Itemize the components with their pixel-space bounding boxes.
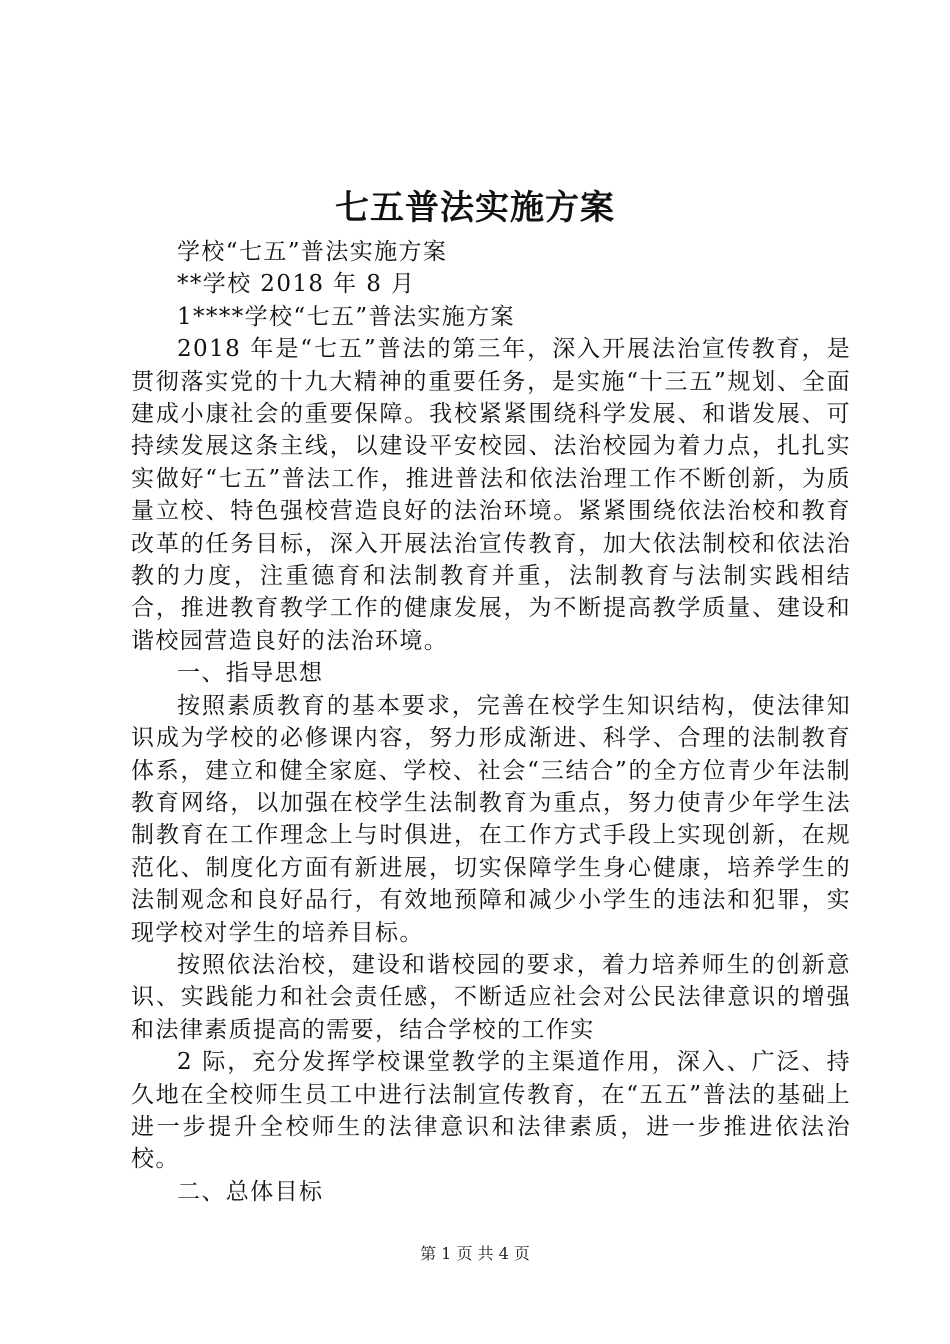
page-number-footer: 第 1 页 共 4 页	[420, 1244, 530, 1263]
body-paragraph: 按照依法治校，建设和谐校园的要求，着力培养师生的创新意识、实践能力和社会责任感，不断适应社会对公民法律意识的增强和法律素质提高的需要，结合学校的工作实	[131, 951, 851, 1043]
heading-line: 1****学校“七五”普法实施方案	[177, 303, 515, 330]
section-heading-overall-goal: 二、总体目标	[177, 1178, 324, 1205]
document-body	[131, 236, 851, 1208]
intro-paragraph: 2018 年是“七五”普法的第三年，深入开展法治宣传教育，是贯彻落实党的十九大精神的重要任务，是实施“十三五”规划、全面建成小康社会的重要保障。我校紧紧围绕科学发展、和谐发展、可持续发展这条主线，以建设平安校园、法治校园为着力点，扎扎实实做好“七五”普法工作，推进普法和依法治理工作不断创新，为质量立校、特色强校营造良好的法治环境。紧紧围绕依法治校和教育改革的任务目标，深入开展法治宣传教育，加大依法制校和依法治教的力度，注重德育和法制教育并重，法制教育与法制实践相结合，推进教育教学工作的健康发展，为不断提高教学质量、建设和谐校园营造良好的法治环境。	[131, 336, 851, 654]
subtitle-line: 学校“七五”普法实施方案	[177, 239, 448, 265]
document-title: 七五普法实施方案	[335, 188, 615, 228]
body-paragraph: 按照素质教育的基本要求，完善在校学生知识结构，使法律知识成为学校的必修课内容，努力形成渐进、科学、合理的法制教育体系，建立和健全家庭、学校、社会“三结合”的全方位青少年法制教育网络，以加强在校学生法制教育为重点，努力使青少年学生法制教育在工作理念上与时俱进，在工作方式手段上实现创新，在规范化、制度化方面有新进展，切实保障学生身心健康，培养学生的法制观念和良好品行，有效地预障和减少小学生的违法和犯罪，实现学校对学生的培养目标。	[131, 692, 851, 946]
date-line: **学校 2018 年 8 月	[177, 271, 416, 298]
body-paragraph: 2 际，充分发挥学校课堂教学的主渠道作用，深入、广泛、持久地在全校师生员工中进行法制宣传教育，在“五五”普法的基础上进一步提升全校师生的法律意识和法律素质，进一步推进依法治校。	[131, 1049, 851, 1173]
section-heading-guiding-ideology: 一、指导思想	[177, 660, 324, 687]
